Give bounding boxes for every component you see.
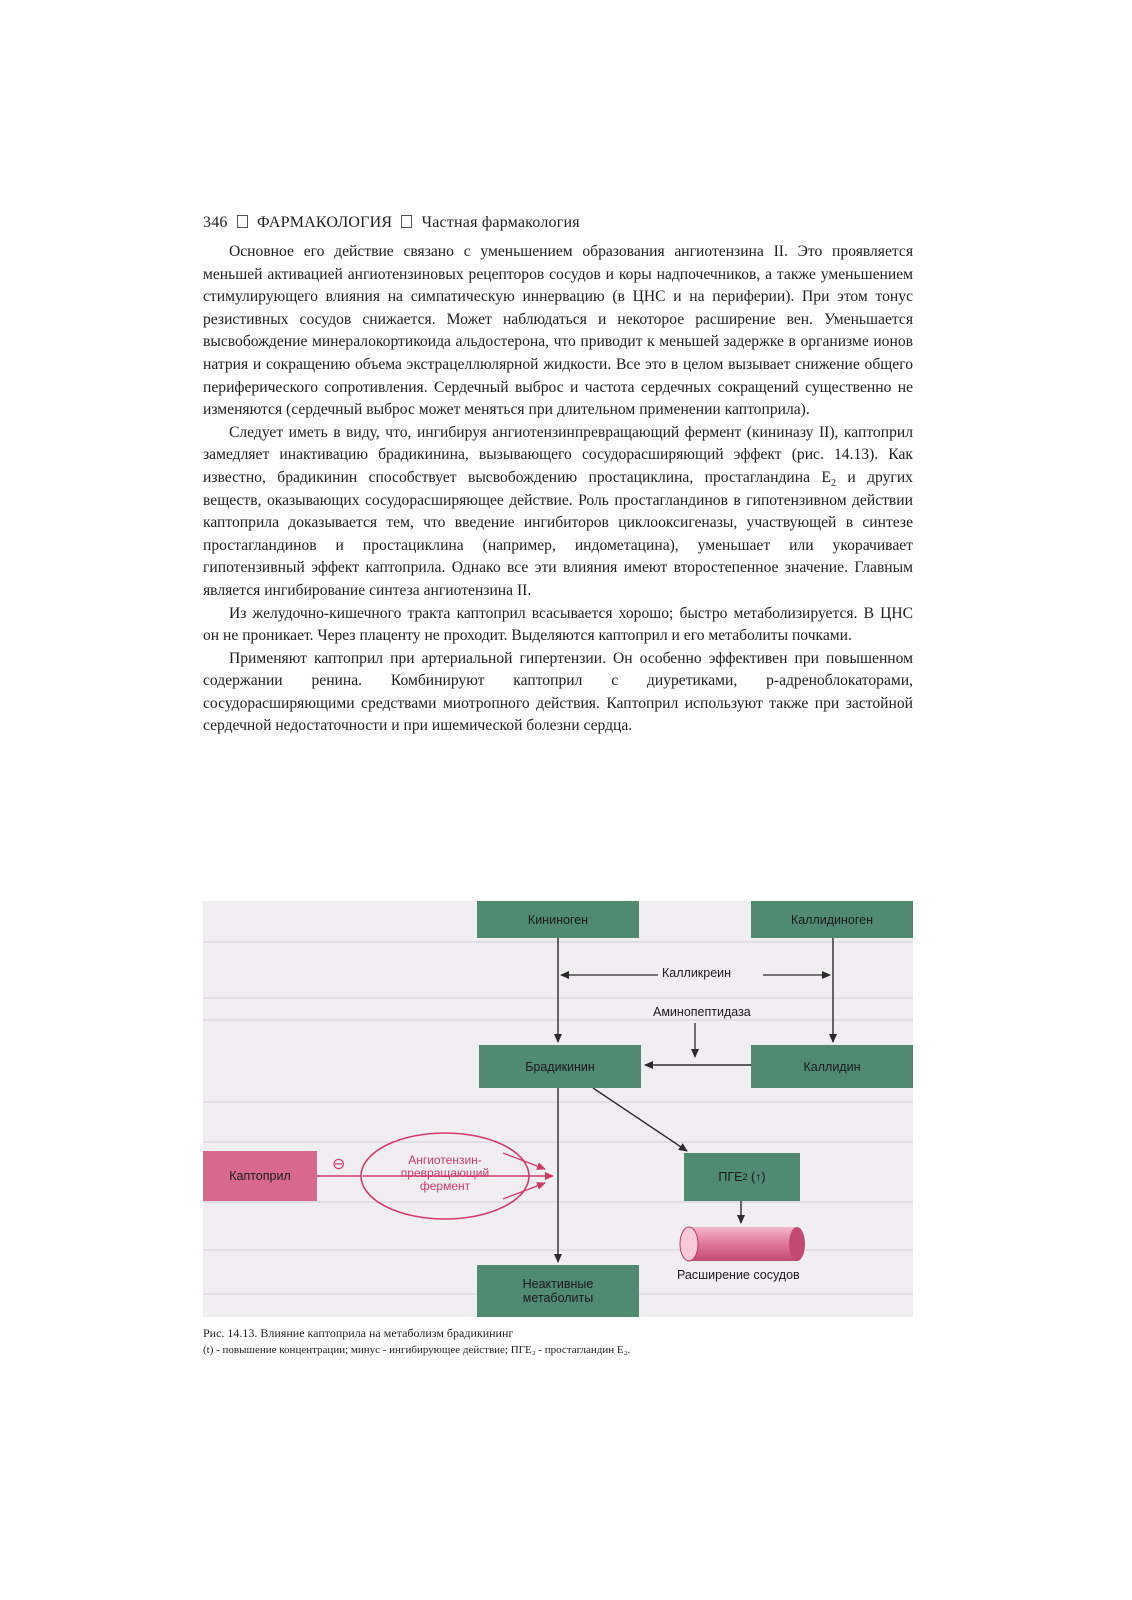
box-kininogen: Кининоген (477, 901, 639, 938)
box-kallidin: Каллидин (751, 1045, 913, 1088)
paragraph-4: Применяют каптоприл при артериальной гипертензии. Он особенно эффективен при повышенном содержании ренина. Комбинируют каптоприл с диуретиками, р-адреноблокаторами, сосудорасширяющими средствами миотропного действия. Каптоприл используют также при застойной сердечной недостаточности и при ишемической болезни сердца. (203, 649, 913, 735)
pge2-subscript: 2 (742, 1172, 748, 1182)
paragraph-3: Из желудочно-кишечного тракта каптоприл всасывается хорошо; быстро метаболизируется. В ЦНС он не проникает. Через плаценту не проходит. Выделяются каптоприл и его метаболиты почками. (203, 604, 913, 645)
page-number: 346 (203, 214, 228, 231)
paragraph-2 (203, 422, 913, 603)
label-aminopeptidase: Аминопептидаза (649, 1005, 755, 1019)
enzyme-line-3: фермент (419, 1179, 471, 1193)
label-enzyme (375, 1154, 515, 1193)
paragraph-2-part-2: и других веществ, оказывающих сосудорасширяющее действие. Роль простагландинов в гипотензивном действии каптоприла доказывается тем, что введение ингибиторов циклооксигеназы, участвующей в синтезе простагландинов и простациклина (например, индометацина), уменьшает или укорачивает гипотензивный эффект каптоприла. Однако все эти влияния имеют второстепенное значение. Главным является ингибирование синтеза ангиотензина II. (203, 468, 913, 599)
figure-diagram (203, 901, 913, 1317)
figure-caption (203, 1325, 903, 1359)
minus-icon: ⊖ (332, 1156, 346, 1173)
caption-title: Рис. 14.13. Влияние каптоприла на метаболизм брадикининг (203, 1326, 514, 1340)
box-bradykinin: Брадикинин (479, 1045, 641, 1088)
subsection-title: Частная фармакология (421, 214, 580, 231)
inactive-line-2: метаболиты (522, 1291, 594, 1305)
paragraph-2-part-1: Следует иметь в виду, что, ингибируя ангиотензинпревращающий фермент (кининазу II), каптоприл замедляет инактивацию брадикинина, вызывающего сосудорасширяющий эффект (рис. 14.13). Как известно, брадикинин способствует высвобождению простациклина, простагландина E (203, 423, 913, 486)
pge2-label: ПГЕ (718, 1170, 743, 1184)
arrow-bradykinin-pge2 (593, 1088, 687, 1151)
running-header (203, 214, 580, 232)
enzyme-line-2: превращающий (400, 1166, 490, 1180)
paragraph-1: Основное его действие связано с уменьшением образования ангиотензина II. Это проявляется меньшей активацией ангиотензиновых рецепторов сосудов и коры надпочечников, а также уменьшением стимулирующего влияния на симпатическую иннервацию (в ЦНС и на периферии). При этом тонус резистивных сосудов снижается. Может наблюдаться и некоторое расширение вен. Уменьшается высвобождение минералокортикоида альдостерона, что приводит к меньшей задержке в организме ионов натрия и сокращению объема экстрацеллюлярной жидкости. Все это в целом вызывает снижение общего периферического сопротивления. Сердечный выброс и частота сердечных сокращений существенно не изменяются (сердечный выброс может меняться при длительном применении каптоприла). (203, 243, 913, 419)
body-text (203, 241, 913, 738)
caption-legend: (t) - повышение концентрации; минус - ингибирующее действие; ПГЕ₂ - простагландин E₂. (203, 1344, 631, 1356)
subscript: 2 (830, 478, 836, 490)
separator-box-icon (401, 215, 412, 228)
enzyme-line-1: Ангиотензин- (408, 1153, 482, 1167)
vessel-cylinder (680, 1227, 805, 1261)
section-title: ФАРМАКОЛОГИЯ (257, 214, 393, 231)
separator-box-icon (237, 215, 248, 228)
inactive-line-1: Неактивные (522, 1277, 594, 1291)
diagram-arrows (203, 901, 913, 1317)
box-captopril: Каптоприл (203, 1151, 317, 1201)
box-pge2 (684, 1153, 800, 1201)
up-arrow-icon: (↑) (751, 1170, 766, 1184)
box-inactive-metabolites (477, 1265, 639, 1317)
label-vasodilation: Расширение сосудов (677, 1268, 800, 1282)
box-kallidinogen: Каллидиноген (751, 901, 913, 938)
label-kallikrein: Калликреин (658, 966, 735, 980)
